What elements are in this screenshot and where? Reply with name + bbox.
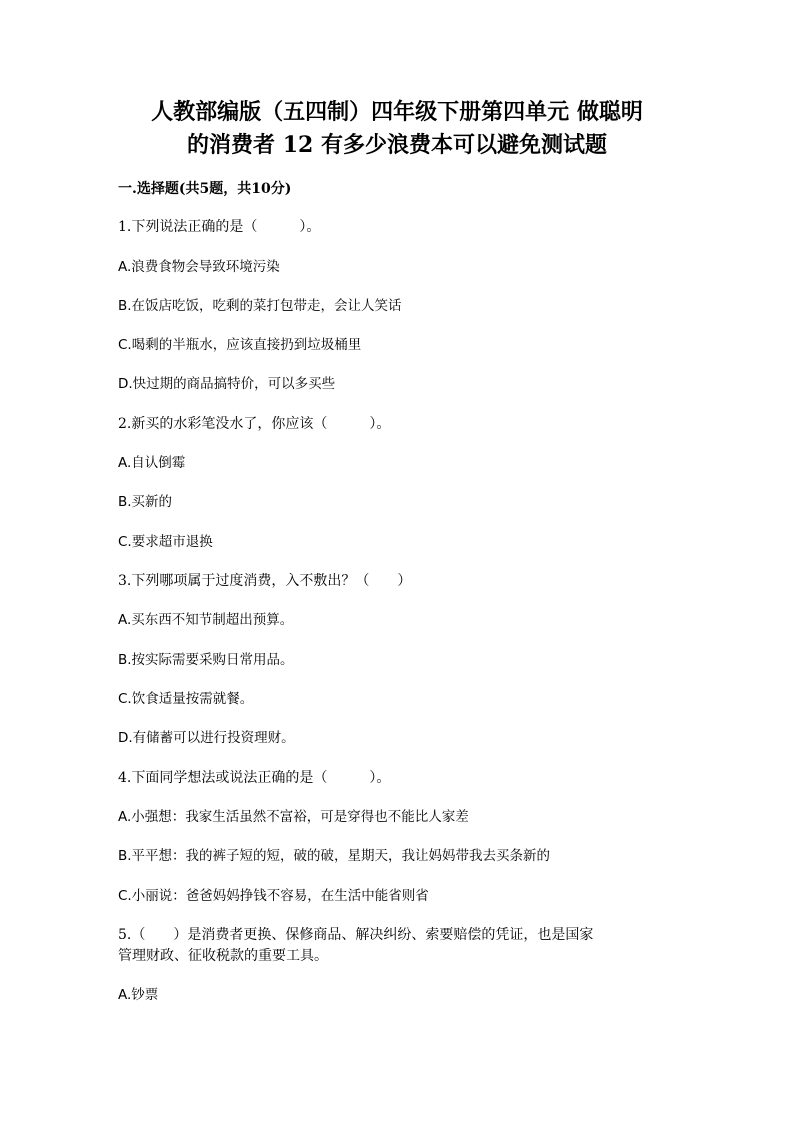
document-title-line-2: 的消费者 12 有多少浪费本可以避免测试题 — [187, 132, 607, 158]
question-3-option-d: D.有储蓄可以进行投资理财。 — [118, 730, 295, 746]
question-1-option-c: C.喝剩的半瓶水，应该直接扔到垃圾桶里 — [118, 337, 362, 353]
question-2-option-c: C.要求超市退换 — [118, 534, 213, 550]
question-2-option-b: B.买新的 — [118, 494, 173, 510]
question-3-stem: 3.下列哪项属于过度消费，入不敷出？（ ） — [118, 573, 412, 589]
section-heading: 一.选择题(共5题，共10分) — [118, 181, 292, 197]
question-3-option-c: C.饮食适量按需就餐。 — [118, 691, 254, 707]
question-3-option-a: A.买东西不知节制超出预算。 — [118, 612, 294, 628]
question-3-option-b: B.按实际需要采购日常用品。 — [118, 652, 294, 668]
question-4-option-a: A.小强想：我家生活虽然不富裕，可是穿得也不能比人家差 — [118, 809, 469, 825]
question-2-stem: 2.新买的水彩笔没水了，你应该（ ）。 — [118, 416, 391, 432]
question-1-option-d: D.快过期的商品搞特价，可以多买些 — [118, 376, 336, 392]
question-5-stem-line-1: 5.（ ）是消费者更换、保修商品、解决纠纷、索要赔偿的凭证，也是国家 — [118, 927, 594, 943]
question-5-option-a: A.钞票 — [118, 987, 159, 1003]
question-1-option-a: A.浪费食物会导致环境污染 — [118, 259, 280, 275]
question-1-stem: 1.下列说法正确的是（ ）。 — [118, 219, 321, 235]
question-5-stem-line-2: 管理财政、征收税款的重要工具。 — [118, 948, 328, 964]
question-1-option-b: B.在饭店吃饭，吃剩的菜打包带走，会让人笑话 — [118, 298, 402, 314]
question-4-stem: 4.下面同学想法或说法正确的是（ ）。 — [118, 770, 391, 786]
question-4-option-c: C.小丽说：爸爸妈妈挣钱不容易，在生活中能省则省 — [118, 888, 429, 904]
question-2-option-a: A.自认倒霉 — [118, 455, 186, 471]
question-4-option-b: B.平平想：我的裤子短的短，破的破，星期天，我让妈妈带我去买条新的 — [118, 848, 551, 864]
document-title-line-1: 人教部编版（五四制）四年级下册第四单元 做聪明 — [151, 99, 643, 125]
